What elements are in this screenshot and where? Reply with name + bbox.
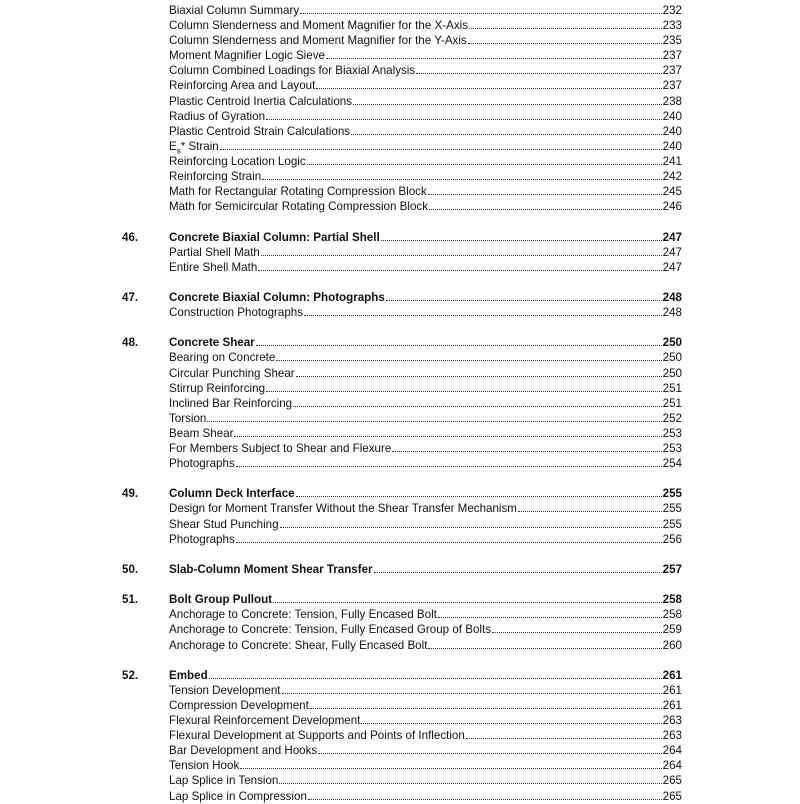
toc-line bbox=[169, 622, 682, 637]
toc-line bbox=[169, 18, 682, 33]
table-of-contents bbox=[0, 3, 800, 804]
toc-line bbox=[169, 607, 682, 622]
entry-title: Flexural Development at Supports and Points of Inflection bbox=[169, 729, 465, 743]
toc-entry-row[interactable] bbox=[0, 109, 800, 124]
dot-leader bbox=[429, 199, 662, 210]
entry-title: Plastic Centroid Inertia Calculations bbox=[169, 94, 353, 108]
dot-leader bbox=[282, 683, 662, 694]
toc-line bbox=[169, 335, 682, 350]
page-number: 255 bbox=[662, 487, 682, 501]
toc-line bbox=[169, 743, 682, 758]
dot-leader bbox=[280, 517, 662, 528]
dot-leader bbox=[273, 592, 662, 603]
toc-line bbox=[169, 245, 682, 260]
page-number: 260 bbox=[662, 638, 682, 652]
page-number: 255 bbox=[662, 517, 682, 531]
page-number: 248 bbox=[662, 290, 682, 304]
page-number: 250 bbox=[662, 336, 682, 350]
chapter-title: Bolt Group Pullout bbox=[169, 593, 273, 607]
toc-line bbox=[169, 441, 682, 456]
toc-line bbox=[169, 486, 682, 501]
toc-line bbox=[169, 33, 682, 48]
chapter-title: Column Deck Interface bbox=[169, 487, 295, 501]
page-number: 235 bbox=[662, 34, 682, 48]
toc-line bbox=[169, 698, 682, 713]
dot-leader bbox=[279, 773, 661, 784]
page-number: 258 bbox=[662, 608, 682, 622]
dot-leader bbox=[428, 184, 662, 195]
toc-line bbox=[169, 411, 682, 426]
section-spacer bbox=[0, 275, 800, 290]
page-number: 255 bbox=[662, 502, 682, 516]
dot-leader bbox=[207, 411, 661, 422]
toc-line bbox=[169, 260, 682, 275]
toc-entry-row[interactable] bbox=[0, 411, 800, 426]
entry-title: Column Slenderness and Moment Magnifier for the X-Axis bbox=[169, 19, 468, 33]
page-number: 254 bbox=[662, 457, 682, 471]
section-spacer bbox=[0, 320, 800, 335]
entry-title: Photographs bbox=[169, 457, 235, 471]
toc-entry-row[interactable] bbox=[0, 63, 800, 78]
dot-leader bbox=[353, 94, 662, 105]
toc-entry-row[interactable] bbox=[0, 381, 800, 396]
page-number: 257 bbox=[662, 562, 682, 576]
entry-title: Lap Splice in Compression bbox=[169, 789, 307, 803]
dot-leader bbox=[428, 638, 661, 649]
entry-title: Radius of Gyration bbox=[169, 109, 266, 123]
entry-title: Biaxial Column Summary bbox=[169, 4, 300, 17]
toc-entry-row[interactable] bbox=[0, 789, 800, 804]
dot-leader bbox=[236, 532, 662, 543]
toc-entry-row[interactable] bbox=[0, 713, 800, 728]
entry-title: Anchorage to Concrete: Tension, Fully Encased Bolt bbox=[169, 608, 437, 622]
toc-entry-row[interactable] bbox=[0, 199, 800, 214]
toc-entry-row[interactable] bbox=[0, 124, 800, 139]
section-spacer bbox=[0, 577, 800, 592]
entry-title: Stirrup Reinforcing bbox=[169, 381, 266, 395]
toc-entry-row[interactable] bbox=[0, 683, 800, 698]
toc-entry-row[interactable] bbox=[0, 638, 800, 653]
toc-entry-row[interactable] bbox=[0, 426, 800, 441]
page-number: 265 bbox=[662, 774, 682, 788]
page-number: 253 bbox=[662, 442, 682, 455]
toc-chapter-row[interactable] bbox=[0, 486, 800, 501]
page-number: 261 bbox=[662, 698, 682, 712]
toc-entry-row[interactable] bbox=[0, 728, 800, 743]
entry-title: Anchorage to Concrete: Tension, Fully Encased Group of Bolts bbox=[169, 623, 492, 637]
page-number: 258 bbox=[662, 593, 682, 607]
dot-leader bbox=[469, 18, 662, 29]
entry-title: Math for Semicircular Rotating Compression Block bbox=[169, 200, 429, 214]
dot-leader bbox=[236, 456, 662, 467]
toc-chapter-row[interactable] bbox=[0, 562, 800, 577]
entry-title: Inclined Bar Reinforcing bbox=[169, 396, 293, 410]
toc-line bbox=[169, 381, 682, 396]
toc-line bbox=[169, 713, 682, 728]
dot-leader bbox=[262, 169, 662, 180]
toc-entry-row[interactable] bbox=[0, 366, 800, 381]
toc-line bbox=[169, 789, 682, 804]
chapter-number: 50. bbox=[122, 562, 139, 576]
toc-entry-row[interactable] bbox=[0, 773, 800, 788]
entry-title: Entire Shell Math bbox=[169, 260, 258, 274]
page-number: 264 bbox=[662, 759, 682, 773]
dot-leader bbox=[300, 3, 662, 14]
toc-line bbox=[169, 758, 682, 773]
page-number: 237 bbox=[662, 79, 682, 93]
toc-entry-row[interactable] bbox=[0, 94, 800, 109]
dot-leader bbox=[316, 78, 661, 89]
toc-entry-row[interactable] bbox=[0, 305, 800, 320]
chapter-title: Concrete Shear bbox=[169, 336, 255, 350]
dot-leader bbox=[381, 230, 662, 241]
toc-line bbox=[169, 592, 682, 607]
page-number: 241 bbox=[662, 154, 682, 168]
toc-line bbox=[169, 396, 682, 411]
dot-leader bbox=[276, 350, 661, 361]
dot-leader bbox=[468, 33, 662, 44]
dot-leader bbox=[261, 245, 662, 256]
dot-leader bbox=[209, 668, 662, 679]
entry-title: Reinforcing Location Logic bbox=[169, 154, 306, 168]
chapter-title: Concrete Biaxial Column: Partial Shell bbox=[169, 230, 380, 244]
dot-leader bbox=[296, 486, 662, 497]
toc-chapter-row[interactable] bbox=[0, 592, 800, 607]
page-number: 263 bbox=[662, 714, 682, 728]
page-number: 256 bbox=[662, 532, 682, 546]
toc-line bbox=[169, 124, 682, 139]
chapter-number: 47. bbox=[122, 290, 139, 304]
toc-entry-row[interactable] bbox=[0, 622, 800, 637]
chapter-title: Concrete Biaxial Column: Photographs bbox=[169, 290, 385, 304]
dot-leader bbox=[307, 154, 662, 165]
dot-leader bbox=[318, 743, 661, 754]
chapter-number: 49. bbox=[122, 487, 139, 501]
toc-entry-row[interactable] bbox=[0, 743, 800, 758]
entry-title: Bearing on Concrete bbox=[169, 351, 276, 365]
entry-title: Design for Moment Transfer Without the Shear Transfer Mechanism bbox=[169, 502, 517, 516]
page-number: 261 bbox=[662, 683, 682, 697]
dot-leader bbox=[293, 396, 662, 407]
entry-title: Circular Punching Shear bbox=[169, 366, 295, 380]
dot-leader bbox=[266, 109, 662, 120]
page-number: 261 bbox=[662, 668, 682, 682]
page-number: 237 bbox=[662, 64, 682, 78]
toc-line bbox=[169, 517, 682, 532]
page-number: 237 bbox=[662, 49, 682, 63]
dot-leader bbox=[296, 366, 662, 377]
toc-line bbox=[169, 48, 682, 63]
entry-title: Column Slenderness and Moment Magnifier for the Y-Axis bbox=[169, 34, 467, 48]
page-number: 246 bbox=[662, 200, 682, 214]
page-number: 238 bbox=[662, 94, 682, 108]
page-number: 251 bbox=[662, 396, 682, 410]
dot-leader bbox=[492, 622, 662, 633]
toc-line bbox=[169, 78, 682, 93]
page-number: 247 bbox=[662, 230, 682, 244]
page-number: 264 bbox=[662, 744, 682, 758]
dot-leader bbox=[361, 713, 661, 724]
toc-chapter-row[interactable] bbox=[0, 230, 800, 245]
toc-entry-row[interactable] bbox=[0, 350, 800, 365]
toc-entry-row[interactable] bbox=[0, 154, 800, 169]
toc-line bbox=[169, 456, 682, 471]
toc-line bbox=[169, 638, 682, 653]
toc-line bbox=[169, 109, 682, 124]
toc-entry-row[interactable] bbox=[0, 245, 800, 260]
dot-leader bbox=[240, 758, 661, 769]
page-number: 250 bbox=[662, 351, 682, 365]
entry-title: Construction Photographs bbox=[169, 306, 304, 320]
page-number: 240 bbox=[662, 139, 682, 153]
toc-line bbox=[169, 184, 682, 199]
dot-leader bbox=[220, 139, 662, 150]
dot-leader bbox=[374, 562, 662, 573]
dot-leader bbox=[416, 63, 661, 74]
toc-line bbox=[169, 63, 682, 78]
section-spacer bbox=[0, 471, 800, 486]
toc-line bbox=[169, 773, 682, 788]
toc-line bbox=[169, 199, 682, 214]
chapter-number: 48. bbox=[122, 336, 139, 350]
toc-entry-row[interactable] bbox=[0, 758, 800, 773]
section-spacer bbox=[0, 214, 800, 229]
dot-leader bbox=[256, 335, 662, 346]
page-number: 248 bbox=[662, 306, 682, 320]
entry-title: Partial Shell Math bbox=[169, 245, 260, 259]
dot-leader bbox=[351, 124, 662, 135]
page-number: 245 bbox=[662, 185, 682, 199]
entry-title: Tension Hook bbox=[169, 759, 240, 773]
entry-title: Plastic Centroid Strain Calculations bbox=[169, 124, 351, 138]
page-number: 247 bbox=[662, 260, 682, 274]
dot-leader bbox=[518, 501, 662, 512]
entry-title: Anchorage to Concrete: Shear, Fully Encased Bolt bbox=[169, 638, 428, 652]
dot-leader bbox=[258, 260, 661, 271]
toc-entry-row[interactable] bbox=[0, 260, 800, 275]
chapter-title: Slab-Column Moment Shear Transfer bbox=[169, 562, 373, 576]
page-number: 253 bbox=[662, 426, 682, 440]
page-number: 242 bbox=[662, 170, 682, 184]
toc-line bbox=[169, 366, 682, 381]
page-number: 232 bbox=[662, 4, 682, 17]
toc-entry-row[interactable] bbox=[0, 396, 800, 411]
page-number: 251 bbox=[662, 381, 682, 395]
toc-line bbox=[169, 305, 682, 320]
chapter-title: Embed bbox=[169, 668, 208, 682]
toc-line bbox=[169, 169, 682, 184]
toc-line bbox=[169, 501, 682, 516]
section-spacer bbox=[0, 547, 800, 562]
page-number: 259 bbox=[662, 623, 682, 637]
toc-line bbox=[169, 728, 682, 743]
entry-title: Shear Stud Punching bbox=[169, 517, 279, 531]
entry-title: Flexural Reinforcement Development bbox=[169, 714, 361, 728]
dot-leader bbox=[438, 607, 662, 618]
entry-title: Reinforcing Strain bbox=[169, 170, 262, 184]
toc-line bbox=[169, 562, 682, 577]
dot-leader bbox=[234, 426, 661, 437]
dot-leader bbox=[386, 290, 662, 301]
entry-title: Column Combined Loadings for Biaxial Analysis bbox=[169, 64, 416, 78]
dot-leader bbox=[308, 789, 662, 800]
chapter-number: 51. bbox=[122, 593, 139, 607]
dot-leader bbox=[466, 728, 662, 739]
toc-entry-row[interactable] bbox=[0, 456, 800, 471]
entry-title: Reinforcing Area and Layout bbox=[169, 79, 316, 93]
page-number: 265 bbox=[662, 789, 682, 803]
toc-entry-row[interactable] bbox=[0, 48, 800, 63]
page-number: 240 bbox=[662, 109, 682, 123]
toc-entry-row[interactable] bbox=[0, 532, 800, 547]
toc-entry-row[interactable] bbox=[0, 139, 800, 154]
dot-leader bbox=[304, 305, 662, 316]
entry-title: Torsion bbox=[169, 411, 207, 425]
entry-title: For Members Subject to Shear and Flexure bbox=[169, 442, 392, 455]
toc-line bbox=[169, 426, 682, 441]
chapter-number: 46. bbox=[122, 230, 139, 244]
toc-line bbox=[169, 532, 682, 547]
toc-entry-row[interactable] bbox=[0, 78, 800, 93]
page-number: 252 bbox=[662, 411, 682, 425]
toc-line bbox=[169, 230, 682, 245]
page-number: 233 bbox=[662, 19, 682, 33]
toc-line bbox=[169, 154, 682, 169]
toc-chapter-row[interactable] bbox=[0, 290, 800, 305]
dot-leader bbox=[326, 48, 662, 59]
toc-line bbox=[169, 683, 682, 698]
toc-chapter-row[interactable] bbox=[0, 668, 800, 683]
entry-title: Tension Development bbox=[169, 683, 281, 697]
toc-entry-row[interactable] bbox=[0, 3, 800, 18]
toc-entry-row[interactable] bbox=[0, 517, 800, 532]
toc-entry-row[interactable] bbox=[0, 33, 800, 48]
toc-chapter-row[interactable] bbox=[0, 335, 800, 350]
page-number: 247 bbox=[662, 245, 682, 259]
entry-title: Moment Magnifier Logic Sieve bbox=[169, 49, 325, 63]
toc-entry-row[interactable] bbox=[0, 184, 800, 199]
entry-title: Photographs bbox=[169, 532, 235, 546]
entry-title: Beam Shear bbox=[169, 426, 234, 440]
toc-entry-row[interactable] bbox=[0, 501, 800, 516]
chapter-number: 52. bbox=[122, 668, 139, 682]
toc-line bbox=[169, 94, 682, 109]
toc-line bbox=[169, 668, 682, 683]
dot-leader bbox=[310, 698, 662, 709]
entry-title: Compression Development bbox=[169, 698, 309, 712]
page-number: 240 bbox=[662, 124, 682, 138]
toc-entry-row[interactable] bbox=[0, 441, 800, 456]
toc-line bbox=[169, 3, 682, 18]
dot-leader bbox=[392, 441, 661, 452]
entry-title: Bar Development and Hooks bbox=[169, 744, 318, 758]
entry-title: Math for Rectangular Rotating Compression Block bbox=[169, 185, 427, 199]
toc-line bbox=[169, 350, 682, 365]
toc-line bbox=[169, 290, 682, 305]
toc-entry-row[interactable] bbox=[0, 698, 800, 713]
toc-entry-row[interactable] bbox=[0, 18, 800, 33]
entry-title: $E_s*$ Strain bbox=[169, 139, 219, 156]
toc-entry-row[interactable] bbox=[0, 607, 800, 622]
page-number: 250 bbox=[662, 366, 682, 380]
dot-leader bbox=[266, 381, 662, 392]
entry-title: Lap Splice in Tension bbox=[169, 774, 279, 788]
section-spacer bbox=[0, 653, 800, 668]
toc-entry-row[interactable] bbox=[0, 169, 800, 184]
page-number: 263 bbox=[662, 729, 682, 743]
